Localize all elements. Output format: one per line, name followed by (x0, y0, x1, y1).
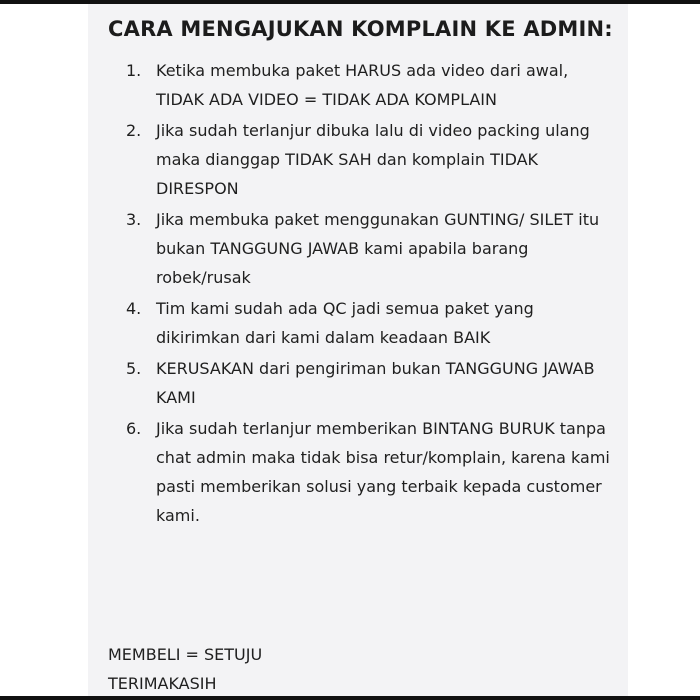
rule-text: Tim kami sudah ada QC jadi semua paket yang dikirimkan dari kami dalam keadaan BAIK (156, 299, 534, 347)
notice-footer (108, 640, 262, 698)
rule-number: 2. (126, 121, 142, 140)
bottom-border (0, 696, 700, 700)
rule-number: 4. (126, 299, 142, 318)
rule-item (108, 205, 618, 292)
rule-text: KERUSAKAN dari pengiriman bukan TANGGUNG JAWAB KAMI (156, 359, 595, 407)
rule-text: Ketika membuka paket HARUS ada video dari awal, TIDAK ADA VIDEO = TIDAK ADA KOMPLAIN (156, 61, 569, 109)
rules-list (108, 56, 618, 530)
rule-item (108, 354, 618, 412)
rule-number: 3. (126, 210, 142, 229)
footer-line-agreement: MEMBELI = SETUJU (108, 645, 263, 664)
rule-number: 6. (126, 419, 142, 438)
rule-item (108, 116, 618, 203)
rule-text: Jika sudah terlanjur memberikan BINTANG BURUK tanpa chat admin maka tidak bisa retur/komplain, karena kami pasti memberikan solusi yang terbaik kepada customer kami. (156, 419, 610, 525)
rule-item (108, 294, 618, 352)
notice-title: CARA MENGAJUKAN KOMPLAIN KE ADMIN: (108, 17, 613, 41)
rule-item (108, 56, 618, 114)
footer-line-thanks: TERIMAKASIH (108, 674, 217, 693)
rule-number: 1. (126, 61, 142, 80)
rule-text: Jika sudah terlanjur dibuka lalu di video packing ulang maka dianggap TIDAK SAH dan komplain TIDAK DIRESPON (156, 121, 590, 198)
notice-content (108, 14, 618, 532)
rule-text: Jika membuka paket menggunakan GUNTING/ SILET itu bukan TANGGUNG JAWAB kami apabila barang robek/rusak (156, 210, 600, 287)
rule-item (108, 414, 618, 530)
rule-number: 5. (126, 359, 142, 378)
